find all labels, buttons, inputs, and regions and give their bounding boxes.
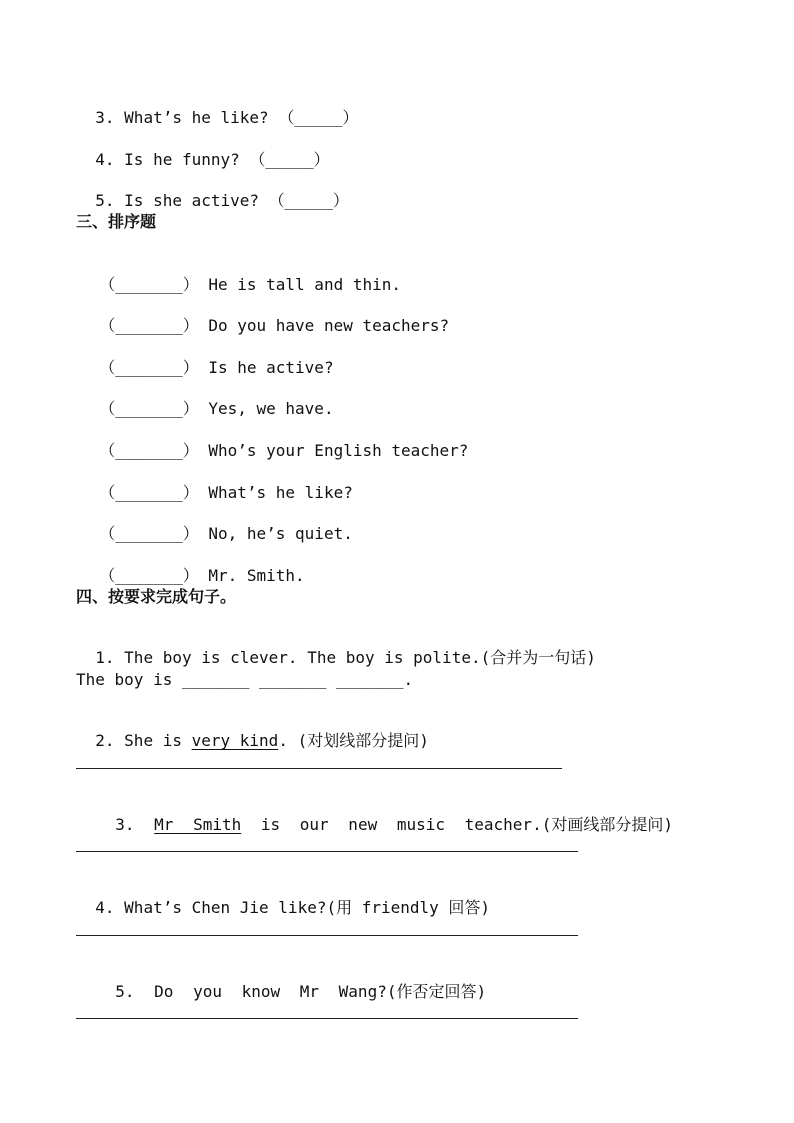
question-hint: (对划线部分提问) — [297, 731, 429, 750]
ordering-sentence: Do you have new teachers? — [208, 316, 450, 335]
ordering-item — [80, 379, 334, 419]
answer-line-4[interactable] — [76, 935, 578, 936]
question-text: is our new music teacher. — [260, 815, 542, 834]
order-blank[interactable]: （_______） — [99, 316, 199, 335]
ordering-item — [80, 255, 401, 295]
order-blank[interactable]: （_______） — [99, 358, 199, 377]
order-blank[interactable]: （_______） — [99, 483, 199, 502]
ordering-item — [80, 546, 305, 586]
ordering-sentence: Yes, we have. — [208, 399, 334, 418]
ordering-sentence: Mr. Smith. — [208, 566, 305, 585]
question-4 — [76, 130, 330, 170]
answer-blank[interactable]: （_____） — [278, 108, 359, 127]
sentence-question-5 — [76, 962, 486, 1002]
question-hint: (合并为一句话) — [480, 648, 596, 667]
ordering-item — [80, 296, 449, 336]
ordering-item — [80, 421, 468, 461]
ordering-sentence: Is he active? — [208, 358, 334, 377]
sentence-question-4 — [76, 878, 490, 918]
question-hint: (作否定回答) — [386, 982, 487, 1001]
section-heading-ordering: 三、排序题 — [76, 212, 157, 231]
sentence-question-1 — [76, 628, 596, 668]
answer-blank[interactable]: （_____） — [268, 191, 349, 210]
ordering-sentence: No, he’s quiet. — [208, 524, 353, 543]
answer-line-1[interactable]: The boy is _______ _______ _______. — [76, 670, 414, 689]
section-heading-sentences: 四、按要求完成句子。 — [76, 587, 237, 606]
question-number: 1. — [95, 648, 115, 667]
question-5 — [76, 171, 349, 211]
answer-line-3[interactable] — [76, 851, 578, 852]
ordering-item — [80, 504, 353, 544]
ordering-item — [80, 338, 334, 378]
order-blank[interactable]: （_______） — [99, 399, 199, 418]
answer-line-5[interactable] — [76, 1018, 578, 1019]
question-number: 4. — [95, 150, 115, 169]
question-text: Do you know Mr Wang? — [154, 982, 387, 1001]
question-text: Is she active? — [124, 191, 260, 210]
question-number: 3. — [115, 815, 135, 834]
ordering-item — [80, 463, 353, 503]
ordering-sentence: He is tall and thin. — [208, 275, 401, 294]
answer-blank[interactable]: （_____） — [249, 150, 330, 169]
underlined-phrase: very kind — [191, 731, 279, 750]
question-number: 4. — [95, 898, 115, 917]
question-number: 3. — [95, 108, 115, 127]
sentence-question-3 — [76, 795, 673, 835]
order-blank[interactable]: （_______） — [99, 275, 199, 294]
order-blank[interactable]: （_______） — [99, 524, 199, 543]
question-hint: (对画线部分提问) — [541, 815, 673, 834]
question-3 — [76, 88, 358, 128]
question-text: Is he funny? — [124, 150, 240, 169]
question-text: What’s he like? — [124, 108, 269, 127]
order-blank[interactable]: （_______） — [99, 441, 199, 460]
question-hint: (用 friendly 回答) — [326, 898, 491, 917]
question-text: What’s Chen Jie like? — [124, 898, 327, 917]
answer-line-2[interactable] — [76, 768, 562, 769]
ordering-sentence: Who’s your English teacher? — [208, 441, 469, 460]
order-blank[interactable]: （_______） — [99, 566, 199, 585]
sentence-question-2 — [76, 711, 429, 751]
question-text-pre: She is — [124, 731, 192, 750]
question-text: The boy is clever. The boy is polite. — [124, 648, 481, 667]
ordering-sentence: What’s he like? — [208, 483, 353, 502]
question-number: 5. — [95, 191, 115, 210]
question-number: 5. — [115, 982, 135, 1001]
question-text-post: . — [278, 731, 288, 750]
question-number: 2. — [95, 731, 115, 750]
underlined-phrase: Mr Smith — [154, 815, 242, 834]
